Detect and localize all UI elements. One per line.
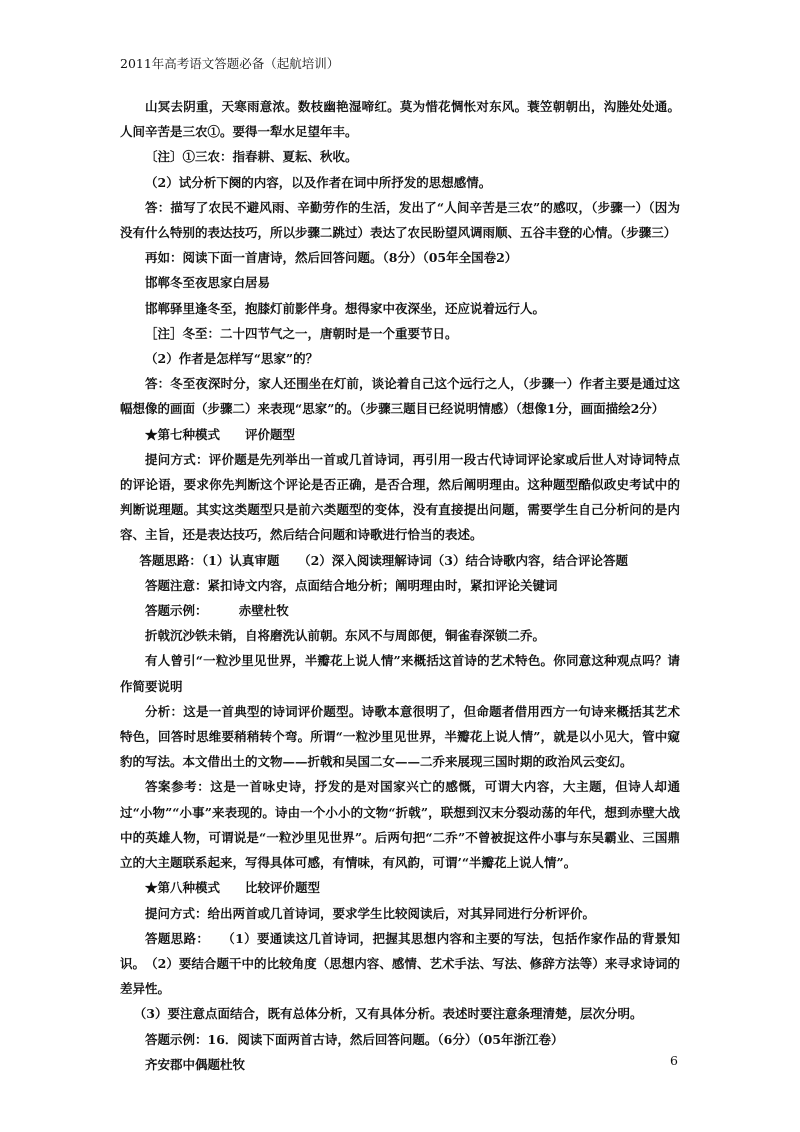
question-format: 提问方式：评价题是先列举出一首或几首诗词，再引用一段古代诗词评论家或后世人对诗词特点的评论语，要求你先判断这个评论是否正确，是否合理，然后阐明理由。这种题型酷似政史考试中的判断说理题。其实这类题型只是前六类题型的变体，没有直接提出问题，需要学生自己分析问的是内容、主旨，还是表达技巧，然后结合问题和诗歌进行恰当的表述。 xyxy=(120,451,680,543)
poem-note: 〔注〕①三农：指春耕、夏耘、秋收。 xyxy=(145,149,358,165)
poem-text: 邯郸驿里逢冬至，抱膝灯前影伴身。想得家中夜深坐，还应说着远行人。 xyxy=(145,300,546,316)
answer: 答：冬至夜深时分，家人还围坐在灯前，谈论着自己这个远行之人，（步骤一）作者主要是通过这幅想像的画面（步骤二）来表现“思家”的。（步骤三题目已经说明情感）（想像1分，画面描绘2分） xyxy=(120,376,680,417)
answer-notes: 答题注意：紧扣诗文内容，点面结合地分析；阐明理由时，紧扣评论关键词 xyxy=(145,577,558,593)
document-body xyxy=(120,94,680,1077)
reference-answer: 答案参考：这是一首咏史诗，抒发的是对国家兴亡的感慨，可谓大内容，大主题，但诗人却通过“小物”“小事”来表现的。诗由一个小小的文物“折戟”，联想到汉末分裂动荡的年代，想到赤壁大战中的英雄人物，可谓说是“一粒沙里见世界”。后两句把“二乔”不曾被捉这件小事与东吴霸业、三国鼎立的大主题联系起来，写得具体可感，有情味，有风韵，可谓’“半瓣花上说人情”。 xyxy=(120,779,680,871)
example-intro: 再如：阅读下面一首唐诗，然后回答问题。（8分）（05年全国卷2） xyxy=(145,250,518,266)
question: （2）作者是怎样写“思家”的？ xyxy=(145,351,319,367)
section-heading: ★第八种模式 比较评价题型 xyxy=(145,880,321,896)
answer-approach: 答题思路： （1）要通读这几首诗词，把握其思想内容和主要的写法，包括作家作品的背景知识。 （2）要结合题干中的比较角度（思想内容、感情、艺术手法、写法、修辞方法等）来寻求诗词的差异性。 xyxy=(120,930,680,997)
answer-example: 答题示例：16．阅读下面两首古诗，然后回答问题。（6分）（05年浙江卷） xyxy=(145,1031,564,1047)
poem-title: 邯郸冬至夜思家白居易 xyxy=(145,275,271,291)
poem-title: 齐安郡中偶题杜牧 xyxy=(145,1056,246,1072)
analysis: 分析：这是一首典型的诗词评价题型。诗歌本意很明了，但命题者借用西方一句诗来概括其艺术特色，回答时思维要稍稍转个弯。所谓“一粒沙里见世界，半瓣花上说人情”，就是以小见大，管中窥豹的写法。本文借出土的文物——折戟和吴国二女——二乔来展现三国时期的政治风云变幻。 xyxy=(120,703,680,770)
poem-text: 折戟沉沙铁未销，自将磨洗认前朝。东风不与周郎便，铜雀春深锁二乔。 xyxy=(145,628,546,644)
page-number: 6 xyxy=(670,1053,678,1068)
poem-note: ［注］冬至：二十四节气之一，唐朝时是一个重要节日。 xyxy=(145,325,458,341)
question-format: 提问方式：给出两首或几首诗词，要求学生比较阅读后，对其异同进行分析评价。 xyxy=(145,905,596,921)
section-heading: ★第七种模式 评价题型 xyxy=(145,426,296,442)
question: （2）试分析下阕的内容，以及作者在词中所抒发的思想感情。 xyxy=(145,174,492,190)
answer-approach: 答题思路：（1）认真审题 （2）深入阅读理解诗词（3）结合诗歌内容，结合评论答题 xyxy=(139,552,628,568)
page-header: 2011年高考语文答题必备（起航培训） xyxy=(120,56,340,71)
poem-text: 山冥去阴重，天寒雨意浓。数枝幽艳湿啼红。莫为惜花惆怅对东风。蓑笠朝朝出，沟塍处处通。人间辛苦是三农①。要得一犁水足望年丰。 xyxy=(120,99,680,140)
answer-example: 答题示例： 赤壁杜牧 xyxy=(145,603,289,619)
answer-approach-item: （3）要注意点面结合，既有总体分析，又有具体分析。表述时要注意条理清楚，层次分明。 xyxy=(133,1006,643,1022)
answer: 答：描写了农民不避风雨、辛勤劳作的生活，发出了“人间辛苦是三农”的感叹，（步骤一）（因为没有什么特别的表达技巧，所以步骤二跳过）表达了农民盼望风调雨顺、五谷丰登的心情。（步骤三） xyxy=(120,199,680,241)
question: 有人曾引“一粒沙里见世界，半瓣花上说人情”来概括这首诗的艺术特色。你同意这种观点吗？请作简要说明 xyxy=(120,653,680,694)
